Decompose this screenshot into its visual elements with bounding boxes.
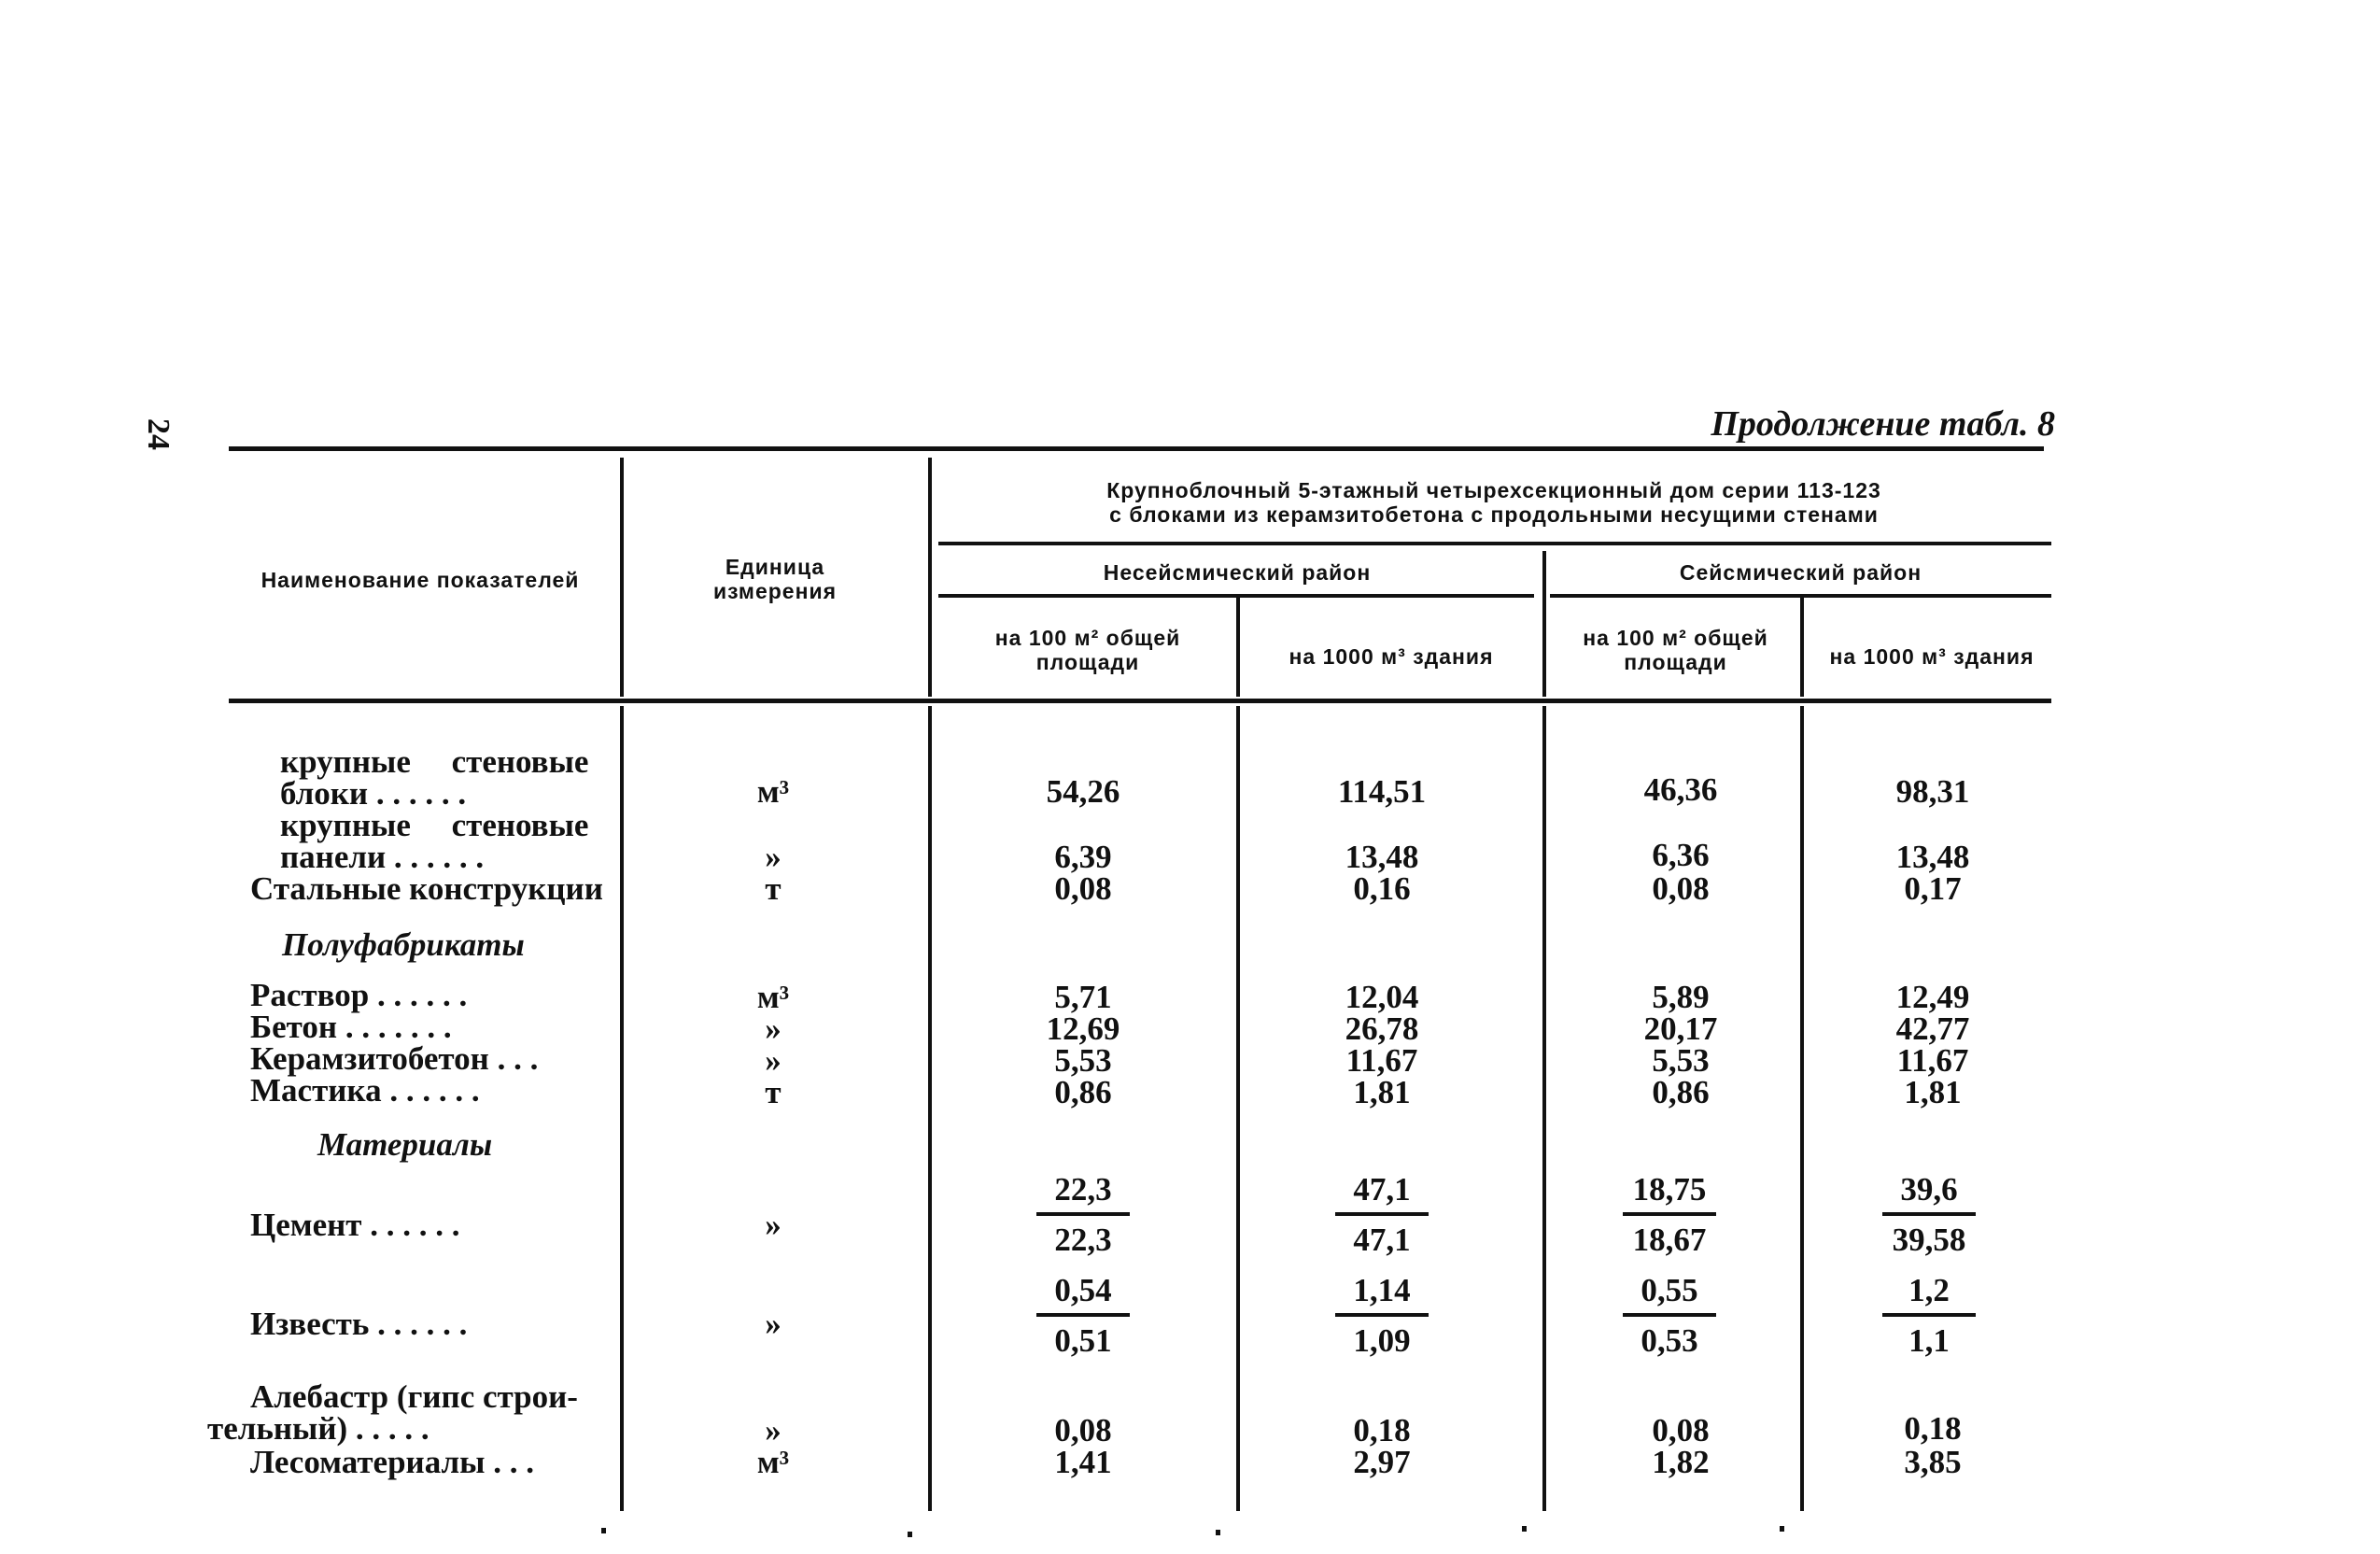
cell-value: 11,67 xyxy=(1345,1042,1418,1079)
cell-value: 0,08 xyxy=(1652,1412,1710,1448)
fraction-denominator: 0,53 xyxy=(1641,1322,1698,1359)
row-label-large-wall-panels-2: панели . . . . . . xyxy=(280,839,485,875)
fraction-numerator: 22,3 xyxy=(1054,1171,1112,1208)
cell-value: 0,08 xyxy=(1652,870,1710,907)
cell-value: 5,53 xyxy=(1054,1042,1112,1079)
row-unit: т xyxy=(765,1074,782,1110)
fraction-denominator: 39,58 xyxy=(1892,1222,1966,1258)
fraction-numerator: 18,75 xyxy=(1632,1171,1707,1208)
cell-fraction xyxy=(1836,1169,2022,1259)
header-bottom-rule xyxy=(229,699,2051,703)
scan-speck xyxy=(1522,1526,1527,1532)
cell-value: 0,08 xyxy=(1054,870,1112,907)
fraction-denominator: 22,3 xyxy=(1054,1222,1112,1258)
cell-value: 5,71 xyxy=(1054,979,1112,1015)
cell-value: 12,69 xyxy=(1046,1010,1120,1047)
row-label-alabaster-2: тельный) . . . . . xyxy=(207,1410,430,1447)
header-name-column: Наименование показателей xyxy=(261,568,580,592)
cell-fraction xyxy=(990,1270,1176,1360)
fraction-denominator: 18,67 xyxy=(1632,1222,1707,1258)
header-sub-area-2: на 100 м² общей площади xyxy=(1583,626,1768,674)
row-label-cement: Цемент . . . . . . xyxy=(250,1207,460,1243)
cell-value: 0,08 xyxy=(1054,1412,1112,1448)
cell-fraction xyxy=(1289,1169,1475,1259)
cell-value: 0,18 xyxy=(1353,1412,1411,1448)
cell-value: 0,17 xyxy=(1904,870,1962,907)
body-divider-3 xyxy=(1236,706,1240,1511)
fraction-numerator: 0,54 xyxy=(1054,1272,1112,1308)
body-divider-2 xyxy=(928,706,932,1511)
row-unit: » xyxy=(765,839,782,875)
cell-value: 20,17 xyxy=(1643,1010,1718,1047)
fraction-denominator: 1,09 xyxy=(1353,1322,1411,1359)
fraction-denominator: 0,51 xyxy=(1054,1322,1112,1359)
header-sub-area-1: на 100 м² общей площади xyxy=(994,626,1181,674)
cell-value: 114,51 xyxy=(1337,773,1427,810)
fraction-bar xyxy=(1036,1212,1130,1216)
header-divider-2 xyxy=(928,458,932,697)
fraction-bar xyxy=(1623,1212,1716,1216)
row-unit: » xyxy=(765,1207,782,1243)
row-unit: » xyxy=(765,1306,782,1342)
cell-value: 0,18 xyxy=(1904,1410,1962,1447)
row-unit: м³ xyxy=(756,1444,790,1480)
cell-value: 0,86 xyxy=(1652,1074,1710,1110)
cell-value: 26,78 xyxy=(1345,1010,1419,1047)
cell-value: 12,49 xyxy=(1895,979,1970,1015)
fraction-numerator: 0,55 xyxy=(1641,1272,1698,1308)
body-divider-5 xyxy=(1800,706,1804,1511)
cell-fraction xyxy=(1576,1169,1763,1259)
cell-value: 2,97 xyxy=(1353,1444,1411,1480)
cell-value: 5,89 xyxy=(1652,979,1710,1015)
fraction-denominator: 47,1 xyxy=(1353,1222,1411,1258)
header-group-title-2: с блоками из керамзитобетона с продольными несущими стенами xyxy=(1109,502,1879,527)
cell-value: 5,53 xyxy=(1652,1042,1710,1079)
cell-value: 1,81 xyxy=(1353,1074,1411,1110)
cell-value: 1,41 xyxy=(1054,1444,1112,1480)
header-divider-4 xyxy=(1542,551,1546,697)
region-rule-left xyxy=(938,594,1534,598)
row-unit: м³ xyxy=(756,979,790,1015)
fraction-numerator: 39,6 xyxy=(1900,1171,1958,1208)
row-label-mortar: Раствор . . . . . . xyxy=(250,977,468,1013)
scan-speck xyxy=(601,1528,606,1533)
fraction-numerator: 1,14 xyxy=(1353,1272,1411,1308)
fraction-bar xyxy=(1882,1212,1976,1216)
cell-value: 98,31 xyxy=(1895,773,1970,810)
header-region-seismic: Сейсмический район xyxy=(1679,560,1922,585)
fraction-numerator: 47,1 xyxy=(1353,1171,1411,1208)
section-semi-finished: Полуфабрикаты xyxy=(282,926,525,963)
cell-value: 12,04 xyxy=(1345,979,1419,1015)
header-group-title-1: Крупноблочный 5-этажный четырехсекционный дом серии 113-123 xyxy=(1106,478,1881,502)
row-label-large-wall-panels-1: крупные стеновые xyxy=(280,807,589,843)
cell-value: 13,48 xyxy=(1895,839,1970,875)
cell-value: 0,86 xyxy=(1054,1074,1112,1110)
row-label-steel-structures: Стальные конструкции xyxy=(250,870,603,907)
fraction-bar xyxy=(1036,1313,1130,1317)
table-top-rule xyxy=(229,446,2044,451)
cell-value: 11,67 xyxy=(1896,1042,1969,1079)
cell-value: 3,85 xyxy=(1904,1444,1962,1480)
cell-value: 54,26 xyxy=(1046,773,1120,810)
cell-fraction xyxy=(1289,1270,1475,1360)
fraction-bar xyxy=(1335,1212,1429,1216)
scan-speck xyxy=(1216,1530,1220,1535)
cell-value: 42,77 xyxy=(1895,1010,1970,1047)
group-title-rule xyxy=(938,542,2051,545)
row-label-large-wall-blocks-1: крупные стеновые xyxy=(280,743,589,780)
fraction-numerator: 1,2 xyxy=(1908,1272,1950,1308)
region-rule-right xyxy=(1550,594,2051,598)
fraction-bar xyxy=(1623,1313,1716,1317)
cell-value: 46,36 xyxy=(1643,771,1718,808)
table-caption: Продолжение табл. 8 xyxy=(1711,404,2055,444)
row-unit: » xyxy=(765,1010,782,1047)
cell-value: 6,39 xyxy=(1054,839,1112,875)
page-number: 24 xyxy=(141,418,176,450)
cell-value: 13,48 xyxy=(1345,839,1419,875)
cell-value: 6,36 xyxy=(1652,837,1710,873)
row-label-concrete: Бетон . . . . . . . xyxy=(250,1009,452,1045)
header-sub-volume-2: на 1000 м³ здания xyxy=(1829,644,2035,669)
fraction-denominator: 1,1 xyxy=(1908,1322,1950,1359)
scan-speck xyxy=(908,1532,912,1537)
row-label-timber: Лесоматериалы . . . xyxy=(250,1444,534,1480)
row-unit: » xyxy=(765,1042,782,1079)
row-label-large-wall-blocks-2: блоки . . . . . . xyxy=(280,775,467,812)
cell-fraction xyxy=(1836,1270,2022,1360)
cell-fraction xyxy=(1576,1270,1763,1360)
fraction-bar xyxy=(1335,1313,1429,1317)
row-unit: м³ xyxy=(756,773,790,810)
scan-speck xyxy=(1780,1526,1784,1532)
row-label-mastic: Мастика . . . . . . xyxy=(250,1072,480,1109)
body-divider-1 xyxy=(620,706,624,1511)
row-unit: » xyxy=(765,1412,782,1448)
header-divider-5 xyxy=(1800,598,1804,697)
cell-value: 1,82 xyxy=(1652,1444,1710,1480)
header-divider-3 xyxy=(1236,598,1240,697)
row-label-lime: Известь . . . . . . xyxy=(250,1306,468,1342)
body-divider-4 xyxy=(1542,706,1546,1511)
cell-value: 0,16 xyxy=(1353,870,1411,907)
header-divider-1 xyxy=(620,458,624,697)
row-unit: т xyxy=(765,870,782,907)
row-label-expanded-clay-concrete: Керамзитобетон . . . xyxy=(250,1040,539,1077)
cell-value: 1,81 xyxy=(1904,1074,1962,1110)
cell-fraction xyxy=(990,1169,1176,1259)
section-materials: Материалы xyxy=(317,1126,493,1163)
fraction-bar xyxy=(1882,1313,1976,1317)
header-region-nonseismic: Несейсмический район xyxy=(1103,560,1372,585)
header-unit-column: Единица измерения xyxy=(712,555,838,603)
header-sub-volume-1: на 1000 м³ здания xyxy=(1289,644,1494,669)
row-label-alabaster-1: Алебастр (гипс строи- xyxy=(250,1378,578,1415)
